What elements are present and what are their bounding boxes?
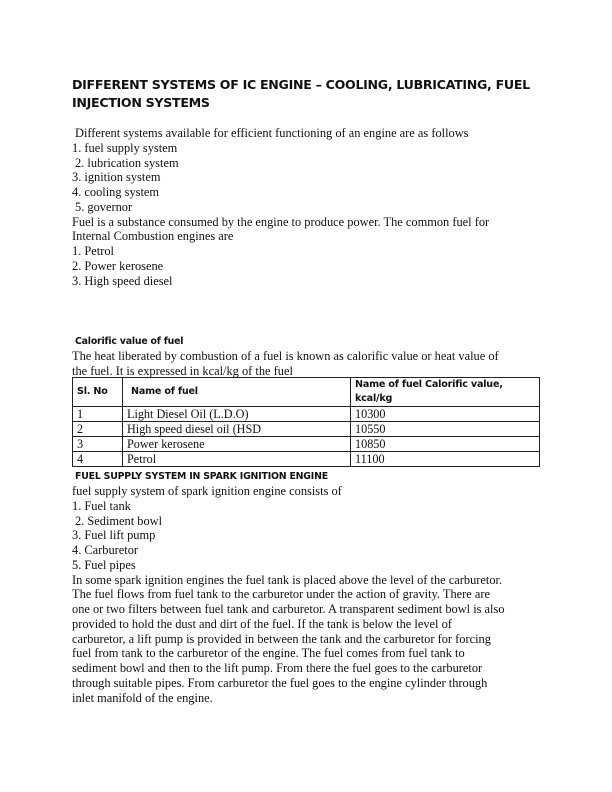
- table-cell: High speed diesel oil (HSD: [123, 422, 351, 437]
- list-item: 1. fuel supply system: [72, 140, 178, 155]
- table-row: [73, 452, 540, 467]
- column-header: Sl. No: [73, 378, 123, 407]
- paragraph-line: Internal Combustion engines are: [72, 229, 234, 244]
- section-lead: fuel supply system of spark ignition engine consists of: [72, 484, 342, 498]
- list-item: 3. Fuel lift pump: [72, 528, 156, 543]
- column-header: Name of fuel: [123, 378, 351, 407]
- paragraph-line: The fuel flows from fuel tank to the carburetor under the action of gravity. There are: [72, 587, 491, 602]
- list-item: 4. cooling system: [72, 185, 160, 199]
- table-cell: 10850: [351, 437, 540, 452]
- paragraph-line: The heat liberated by combustion of a fuel is known as calorific value or heat value of: [72, 349, 499, 363]
- table-header-row: [73, 378, 540, 407]
- list-item: 2. Power kerosene: [72, 258, 164, 273]
- list-item: 5. Fuel pipes: [72, 557, 136, 572]
- paragraph-line: fuel from tank to the carburetor of the engine. The fuel comes from fuel tank to: [72, 646, 465, 661]
- paragraph-line: Fuel is a substance consumed by the engine to produce power. The common fuel for: [72, 214, 490, 229]
- table-cell: Power kerosene: [123, 437, 351, 452]
- table-cell: 2: [73, 422, 123, 437]
- table-cell: 4: [73, 452, 123, 467]
- paragraph-line: one or two filters between fuel tank and carburetor. A transparent sediment bowl is also: [72, 602, 505, 616]
- title-line: INJECTION SYSTEMS: [72, 95, 210, 110]
- title-line: DIFFERENT SYSTEMS OF IC ENGINE – COOLING, LUBRICATING, FUEL: [72, 77, 530, 92]
- table-cell: 10300: [351, 407, 540, 422]
- table-row: [73, 407, 540, 422]
- table-cell: 11100: [351, 452, 540, 467]
- fuel-supply-section: [72, 470, 505, 705]
- paragraph-line: the fuel. It is expressed in kcal/kg of the fuel: [72, 363, 293, 378]
- calorific-section: [72, 335, 499, 379]
- section-heading: FUEL SUPPLY SYSTEM IN SPARK IGNITION ENGINE: [75, 471, 328, 482]
- list-item: 1. Petrol: [72, 244, 114, 258]
- paragraph-line: carburetor, a lift pump is provided in between the tank and the carburetor for forcing: [72, 631, 491, 646]
- table-cell: 10550: [351, 422, 540, 437]
- column-header: Name of fuel Calorific value, kcal/kg: [351, 378, 540, 407]
- list-item: 2. Sediment bowl: [75, 513, 163, 528]
- table-row: [73, 422, 540, 437]
- list-item: 2. lubrication system: [75, 155, 179, 170]
- calorific-table: [72, 377, 540, 467]
- page-title: [72, 76, 530, 112]
- table-cell: Light Diesel Oil (L.D.O): [123, 407, 351, 422]
- list-item: 3. High speed diesel: [72, 273, 173, 288]
- list-item: 4. Carburetor: [72, 543, 139, 557]
- paragraph-line: provided to hold the dust and dirt of the fuel. If the tank is below the level of: [72, 616, 452, 631]
- paragraph-line: sediment bowl and then to the lift pump. From there the fuel goes to the carburetor: [72, 661, 483, 675]
- table-cell: Petrol: [123, 452, 351, 467]
- list-item: 3. ignition system: [72, 170, 161, 185]
- list-item: 5. governor: [75, 199, 133, 214]
- paragraph-line: In some spark ignition engines the fuel tank is placed above the level of the carburetor.: [72, 572, 503, 587]
- table-cell: 1: [73, 407, 123, 422]
- section-heading: Calorific value of fuel: [75, 336, 184, 347]
- list-item: 1. Fuel tank: [72, 498, 131, 513]
- table-row: [73, 437, 540, 452]
- table-cell: 3: [73, 437, 123, 452]
- intro-section: [72, 126, 489, 288]
- paragraph-line: through suitable pipes. From carburetor the fuel goes to the engine cylinder through: [72, 675, 488, 690]
- intro-lead: Different systems available for efficient functioning of an engine are as follows: [75, 126, 469, 140]
- paragraph-line: inlet manifold of the engine.: [72, 690, 213, 705]
